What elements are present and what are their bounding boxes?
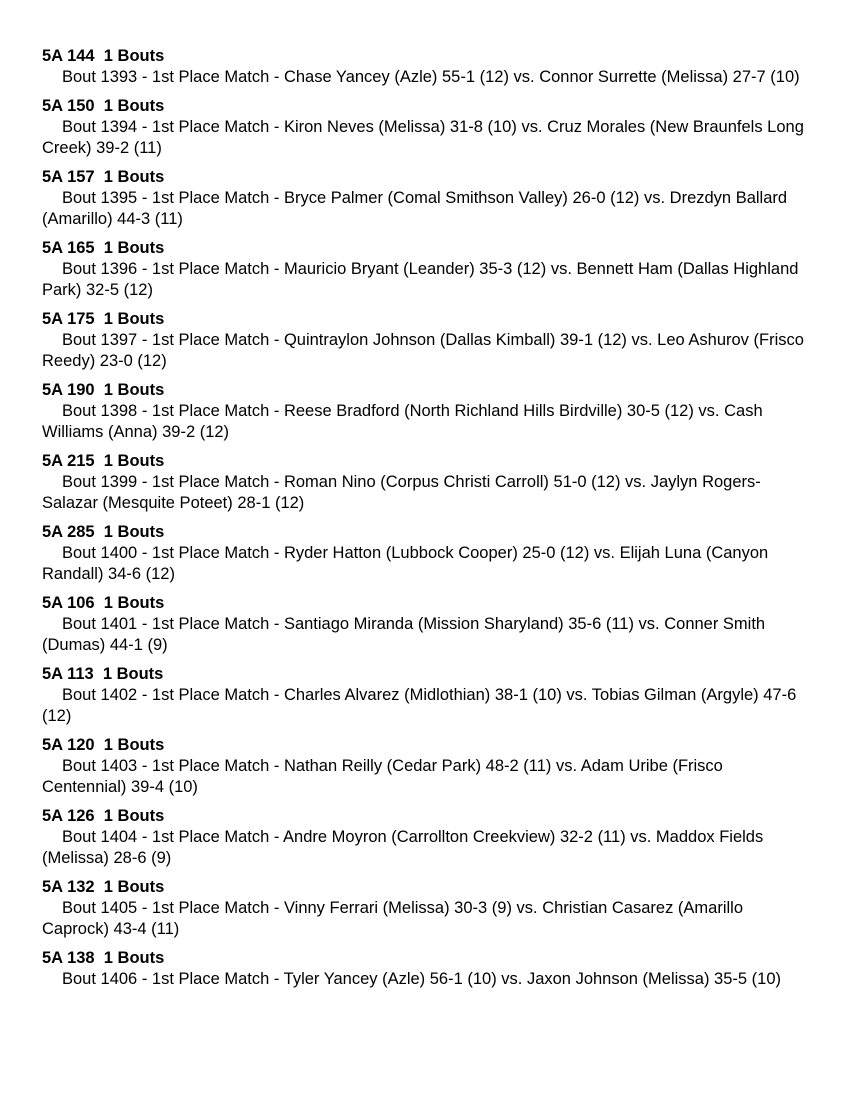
weight-class-header: 5A 113 1 Bouts xyxy=(42,665,164,683)
bout-entry: Bout 1394 - 1st Place Match - Kiron Neves (Melissa) 31-8 (10) vs. Cruz Morales (New Braunfels Long Creek) 39-2 (11) xyxy=(42,118,804,157)
bout-entry: Bout 1405 - 1st Place Match - Vinny Ferrari (Melissa) 30-3 (9) vs. Christian Casarez (Amarillo Caprock) 43-4 (11) xyxy=(42,899,744,938)
weight-class-block xyxy=(42,522,810,585)
weight-class-header: 5A 165 1 Bouts xyxy=(42,239,165,257)
bout-entry: Bout 1404 - 1st Place Match - Andre Moyron (Carrollton Creekview) 32-2 (11) vs. Maddox Fields (Melissa) 28-6 (9) xyxy=(42,828,764,867)
weight-class-block xyxy=(42,380,810,443)
weight-class-header: 5A 138 1 Bouts xyxy=(42,949,165,967)
bout-entry: Bout 1399 - 1st Place Match - Roman Nino (Corpus Christi Carroll) 51-0 (12) vs. Jaylyn Rogers-Salazar (Mesquite Poteet) 28-1 (12) xyxy=(42,473,761,512)
weight-class-block xyxy=(42,46,810,88)
weight-class-header: 5A 120 1 Bouts xyxy=(42,736,165,754)
weight-class-header: 5A 144 1 Bouts xyxy=(42,47,165,65)
weight-class-header: 5A 157 1 Bouts xyxy=(42,168,165,186)
weight-class-block xyxy=(42,735,810,798)
weight-class-block xyxy=(42,664,810,727)
weight-class-block xyxy=(42,309,810,372)
weight-class-block xyxy=(42,948,810,990)
weight-class-block xyxy=(42,593,810,656)
weight-class-header: 5A 106 1 Bouts xyxy=(42,594,165,612)
weight-class-block xyxy=(42,167,810,230)
bout-entry: Bout 1397 - 1st Place Match - Quintraylon Johnson (Dallas Kimball) 39-1 (12) vs. Leo Ashurov (Frisco Reedy) 23-0 (12) xyxy=(42,331,804,370)
weight-class-header: 5A 190 1 Bouts xyxy=(42,381,165,399)
bout-entry: Bout 1395 - 1st Place Match - Bryce Palmer (Comal Smithson Valley) 26-0 (12) vs. Drezdyn Ballard (Amarillo) 44-3 (11) xyxy=(42,189,788,228)
bout-entry: Bout 1401 - 1st Place Match - Santiago Miranda (Mission Sharyland) 35-6 (11) vs. Conner Smith (Dumas) 44-1 (9) xyxy=(42,615,766,654)
weight-class-block xyxy=(42,877,810,940)
bout-entry: Bout 1400 - 1st Place Match - Ryder Hatton (Lubbock Cooper) 25-0 (12) vs. Elijah Luna (Canyon Randall) 34-6 (12) xyxy=(42,544,769,583)
weight-class-block xyxy=(42,96,810,159)
weight-class-header: 5A 150 1 Bouts xyxy=(42,97,165,115)
bout-entry: Bout 1393 - 1st Place Match - Chase Yancey (Azle) 55-1 (12) vs. Connor Surrette (Melissa) 27-7 (10) xyxy=(62,68,800,86)
weight-class-block xyxy=(42,451,810,514)
weight-class-header: 5A 132 1 Bouts xyxy=(42,878,165,896)
bout-entry: Bout 1398 - 1st Place Match - Reese Bradford (North Richland Hills Birdville) 30-5 (12) vs. Cash Williams (Anna) 39-2 (12) xyxy=(42,402,763,441)
bout-entry: Bout 1406 - 1st Place Match - Tyler Yancey (Azle) 56-1 (10) vs. Jaxon Johnson (Melissa) 35-5 (10) xyxy=(62,970,781,988)
weight-class-header: 5A 126 1 Bouts xyxy=(42,807,165,825)
weight-class-block xyxy=(42,238,810,301)
bout-entry: Bout 1403 - 1st Place Match - Nathan Reilly (Cedar Park) 48-2 (11) vs. Adam Uribe (Frisco Centennial) 39-4 (10) xyxy=(42,757,723,796)
weight-class-header: 5A 175 1 Bouts xyxy=(42,310,165,328)
weight-class-header: 5A 285 1 Bouts xyxy=(42,523,165,541)
weight-class-header: 5A 215 1 Bouts xyxy=(42,452,165,470)
bout-entry: Bout 1396 - 1st Place Match - Mauricio Bryant (Leander) 35-3 (12) vs. Bennett Ham (Dallas Highland Park) 32-5 (12) xyxy=(42,260,799,299)
weight-class-block xyxy=(42,806,810,869)
bout-entry: Bout 1402 - 1st Place Match - Charles Alvarez (Midlothian) 38-1 (10) vs. Tobias Gilman (Argyle) 47-6 (12) xyxy=(42,686,797,725)
